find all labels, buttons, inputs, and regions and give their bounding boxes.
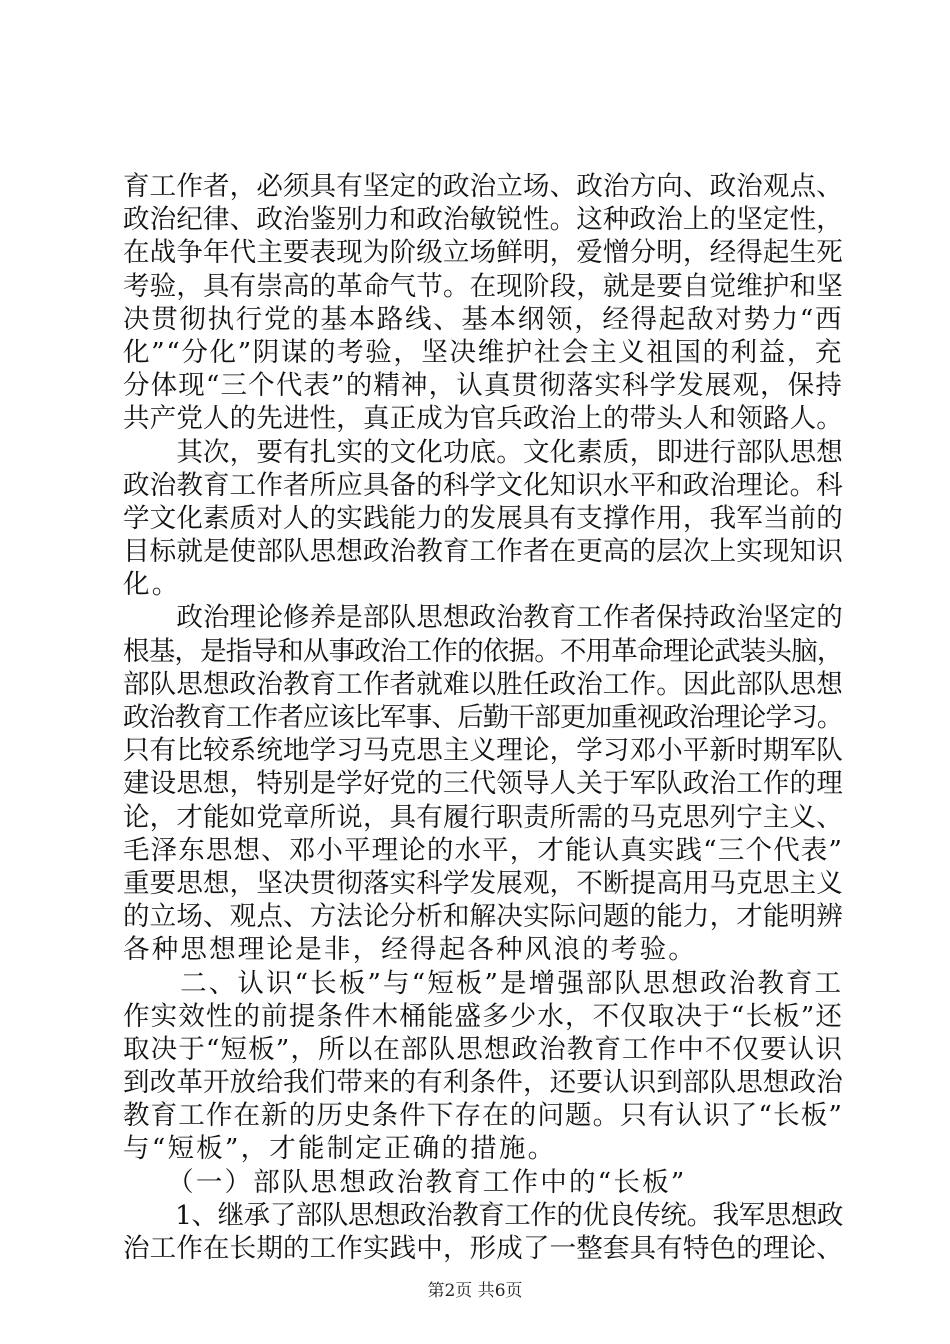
text-line: 根基，是指导和从事政治工作的依据。不用革命理论武装头脑，	[123, 635, 843, 667]
text-line: 建设思想，特别是学好党的三代领导人关于军队政治工作的理	[123, 768, 843, 800]
text-line: 共产党人的先进性，真正成为官兵政治上的带头人和领路人。	[123, 403, 843, 435]
text-line: 育工作者，必须具有坚定的政治立场、政治方向、政治观点、	[123, 171, 843, 202]
text-line: 化”“分化”阴谋的考验，坚决维护社会主义祖国的利益，充	[123, 336, 844, 368]
text-line: 与“短板”，才能制定正确的措施。	[123, 1133, 557, 1165]
text-line: 只有比较系统地学习马克思主义理论，学习邓小平新时期军队	[123, 735, 843, 767]
text-line: 在战争年代主要表现为阶级立场鲜明，爱憎分明，经得起生死	[123, 237, 843, 269]
text-line: 部队思想政治教育工作者就难以胜任政治工作。因此部队思想	[123, 668, 843, 700]
text-line: 考验，具有崇高的革命气节。在现阶段，就是要自觉维护和坚	[123, 270, 843, 302]
text-line: 到改革开放给我们带来的有利条件，还要认识到部队思想政治	[123, 1067, 843, 1099]
body-text	[123, 170, 843, 1265]
text-line: 政治教育工作者所应具备的科学文化知识水平和政治理论。科	[123, 469, 843, 501]
text-line: 的立场、观点、方法论分析和解决实际问题的能力，才能明辨	[123, 901, 843, 933]
text-line: 决贯彻执行党的基本路线、基本纲领，经得起敌对势力“西	[123, 303, 844, 335]
text-line: 目标就是使部队思想政治教育工作者在更高的层次上实现知识	[123, 536, 843, 568]
text-line: 政治教育工作者应该比军事、后勤干部更加重视政治理论学习。	[123, 702, 843, 733]
text-line: 取决于“短板”，所以在部队思想政治教育工作中不仅要认识	[123, 1033, 843, 1065]
page-footer: 第2页 共6页	[427, 1281, 523, 1301]
text-line: 分体现“三个代表”的精神，认真贯彻落实科学发展观，保持	[123, 370, 843, 402]
text-line: 化。	[123, 569, 181, 601]
text-line: （一）部队思想政治教育工作中的“长板”	[123, 1166, 687, 1198]
text-line: 其次，要有扎实的文化功底。文化素质，即进行部队思想	[123, 436, 843, 468]
text-line: 作实效性的前提条件木桶能盛多少水，不仅取决于“长板”还	[123, 1000, 843, 1032]
text-line: 政治纪律、政治鉴别力和政治敏锐性。这种政治上的坚定性，	[123, 204, 843, 236]
text-line: 政治理论修养是部队思想政治教育工作者保持政治坚定的	[123, 602, 843, 634]
text-line: 学文化素质对人的实践能力的发展具有支撑作用，我军当前的	[123, 502, 843, 534]
text-line: 治工作在长期的工作实践中，形成了一整套具有特色的理论、	[123, 1233, 843, 1264]
text-line: 1、继承了部队思想政治教育工作的优良传统。我军思想政	[123, 1199, 843, 1231]
text-line: 毛泽东思想、邓小平理论的水平，才能认真实践“三个代表”	[123, 834, 843, 866]
text-line: 重要思想，坚决贯彻落实科学发展观，不断提高用马克思主义	[123, 867, 843, 899]
text-line: 教育工作在新的历史条件下存在的问题。只有认识了“长板”	[123, 1100, 843, 1132]
text-line: 二、认识“长板”与“短板”是增强部队思想政治教育工	[123, 967, 844, 999]
text-line: 各种思想理论是非，经得起各种风浪的考验。	[123, 934, 697, 966]
text-line: 论，才能如党章所说，具有履行职责所需的马克思列宁主义、	[123, 801, 843, 833]
